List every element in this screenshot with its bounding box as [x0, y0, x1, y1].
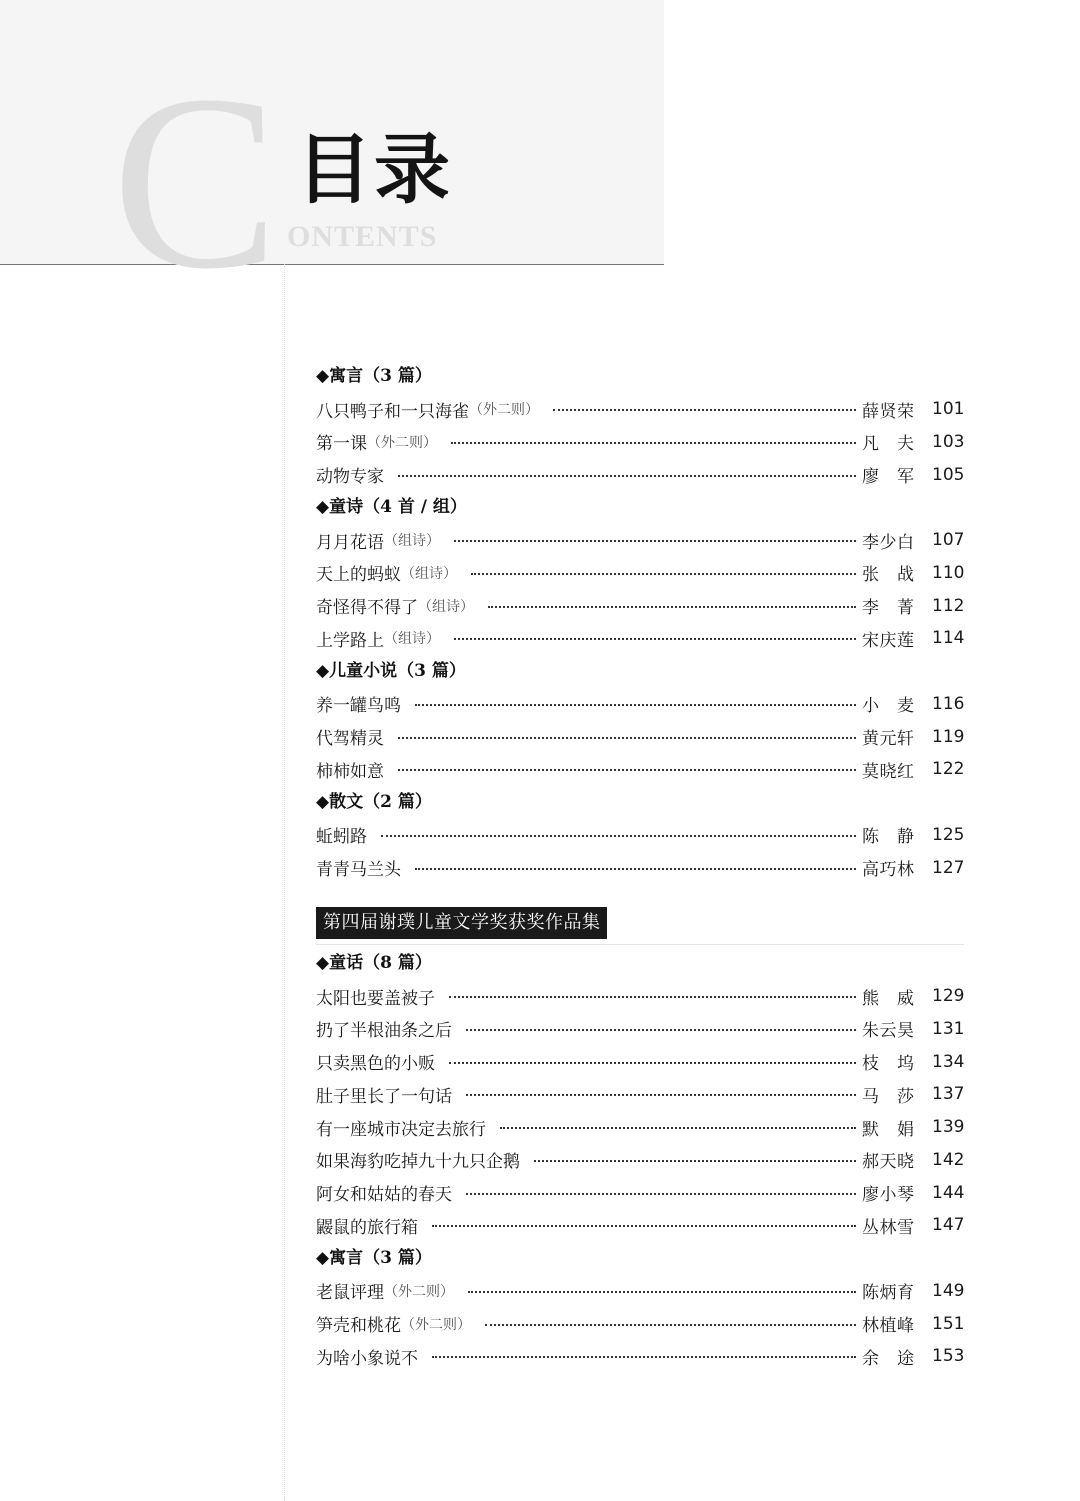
entry-page-number: 144: [932, 1182, 965, 1203]
entry-author: 廖军: [862, 467, 914, 488]
entry-page-number: 110: [932, 562, 965, 583]
toc-part-2: [316, 947, 964, 1373]
toc-entry[interactable]: [316, 720, 964, 753]
entry-author: 李少白: [862, 532, 914, 553]
toc-entry[interactable]: [316, 393, 964, 426]
section-heading: ◆童话（8 篇）: [316, 953, 432, 973]
dot-leader: [553, 409, 856, 411]
dot-leader: [415, 704, 856, 706]
entry-title: 奇怪得不得了: [316, 598, 418, 619]
entry-title: 阿女和姑姑的春天: [316, 1185, 452, 1206]
dot-leader: [471, 573, 856, 575]
entry-note: （组诗）: [418, 598, 474, 615]
dot-leader: [398, 737, 856, 739]
entry-note: （外二则）: [401, 1316, 471, 1333]
toc-entry[interactable]: [316, 557, 964, 590]
entry-page-number: 107: [932, 530, 965, 551]
dot-leader: [466, 1193, 856, 1195]
entry-author: 熊威: [862, 988, 914, 1009]
entry-page-number: 127: [932, 857, 965, 878]
vertical-divider: [284, 264, 285, 1501]
entry-page-number: 129: [932, 986, 965, 1007]
entry-title: 月月花语: [316, 532, 384, 553]
entry-title: 老鼠评理: [316, 1283, 384, 1304]
section-heading: ◆儿童小说（3 篇）: [316, 660, 466, 681]
banner-row: [316, 904, 964, 945]
dot-leader: [488, 606, 856, 608]
dot-leader: [449, 996, 856, 998]
entry-title: 鼹鼠的旅行箱: [316, 1217, 418, 1238]
dot-leader: [398, 769, 856, 771]
entry-title: 动物专家: [316, 467, 384, 488]
toc-entry[interactable]: [316, 1209, 964, 1242]
page-title: 目录: [296, 125, 452, 214]
entry-page-number: 105: [932, 464, 965, 485]
entry-author: 枝坞: [862, 1054, 914, 1075]
toc-part-1: [316, 360, 964, 884]
entry-author: 陈炳育: [862, 1283, 914, 1304]
entry-author: 张战: [862, 565, 914, 586]
entry-note: （组诗）: [384, 533, 440, 550]
table-of-contents: [316, 360, 964, 1373]
dot-leader: [466, 1094, 856, 1096]
toc-entry[interactable]: [316, 458, 964, 491]
entry-author: 廖小琴: [862, 1185, 914, 1206]
entry-author: 余途: [862, 1348, 914, 1369]
entry-page-number: 116: [932, 693, 965, 714]
dot-leader: [468, 1291, 856, 1293]
entry-title: 有一座城市决定去旅行: [316, 1119, 486, 1140]
toc-entry[interactable]: [316, 1144, 964, 1177]
section-heading: ◆寓言（3 篇）: [316, 1247, 432, 1268]
entry-title: 如果海豹吃掉九十九只企鹅: [316, 1152, 520, 1173]
entry-title: 只卖黑色的小贩: [316, 1054, 435, 1075]
dot-leader: [454, 540, 856, 542]
section-heading: ◆寓言（3 篇）: [316, 366, 432, 386]
entry-page-number: 134: [932, 1051, 965, 1072]
entry-title: 天上的蚂蚁: [316, 565, 401, 586]
toc-entry[interactable]: [316, 1176, 964, 1209]
entry-page-number: 114: [932, 628, 965, 649]
entry-note: （外二则）: [384, 1283, 454, 1300]
entry-page-number: 119: [932, 726, 965, 747]
entry-author: 小麦: [862, 696, 914, 717]
entry-title: 养一罐鸟鸣: [316, 696, 401, 717]
entry-title: 柿柿如意: [316, 761, 384, 782]
dot-leader: [454, 638, 856, 640]
entry-page-number: 103: [932, 431, 965, 452]
toc-entry[interactable]: [316, 1275, 964, 1308]
contents-english-word: ONTENTS: [287, 220, 438, 253]
entry-author: 宋庆莲: [862, 630, 914, 651]
toc-entry[interactable]: [316, 851, 964, 884]
award-collection-banner: 第四届谢璞儿童文学奖获奖作品集: [316, 907, 607, 939]
dot-leader: [451, 442, 856, 444]
entry-author: 陈静: [862, 827, 914, 848]
toc-entry[interactable]: [316, 1340, 964, 1373]
dot-leader: [432, 1356, 856, 1358]
entry-page-number: 122: [932, 759, 965, 780]
entry-page-number: 125: [932, 824, 965, 845]
toc-entry[interactable]: [316, 1013, 964, 1046]
entry-author: 林植峰: [862, 1316, 914, 1337]
section-heading: ◆童诗（4 首 / 组）: [316, 497, 467, 517]
entry-page-number: 137: [932, 1084, 965, 1105]
section-heading: ◆散文（2 篇）: [316, 791, 432, 812]
dot-leader: [534, 1160, 856, 1162]
toc-entry[interactable]: [316, 1045, 964, 1078]
dot-leader: [381, 835, 856, 837]
entry-title: 上学路上: [316, 630, 384, 651]
dot-leader: [449, 1062, 856, 1064]
entry-author: 莫晓红: [862, 761, 914, 782]
toc-entry[interactable]: [316, 622, 964, 655]
dot-leader: [415, 868, 856, 870]
entry-author: 李菁: [862, 598, 914, 619]
entry-title: 青青马兰头: [316, 860, 401, 881]
toc-entry[interactable]: [316, 688, 964, 721]
entry-title: 为啥小象说不: [316, 1348, 418, 1369]
entry-note: （组诗）: [384, 631, 440, 648]
toc-entry[interactable]: [316, 753, 964, 786]
dot-leader: [398, 475, 856, 477]
entry-title: 代驾精灵: [316, 729, 384, 750]
entry-author: 默娟: [862, 1119, 914, 1140]
toc-entry[interactable]: [316, 524, 964, 557]
toc-entry[interactable]: [316, 980, 964, 1013]
entry-title: 笋壳和桃花: [316, 1316, 401, 1337]
dot-leader: [500, 1127, 856, 1129]
entry-page-number: 139: [932, 1117, 965, 1138]
toc-entry[interactable]: [316, 819, 964, 852]
entry-title: 八只鸭子和一只海雀: [316, 401, 469, 422]
entry-page-number: 151: [932, 1313, 965, 1334]
entry-note: （组诗）: [401, 565, 457, 582]
entry-page-number: 131: [932, 1018, 965, 1039]
toc-entry[interactable]: [316, 1111, 964, 1144]
entry-author: 丛林雪: [862, 1217, 914, 1238]
entry-title: 蚯蚓路: [316, 827, 367, 848]
entry-page-number: 149: [932, 1280, 965, 1301]
entry-author: 凡夫: [862, 434, 914, 455]
dot-leader: [485, 1324, 856, 1326]
entry-author: 马莎: [862, 1086, 914, 1107]
entry-note: （外二则）: [367, 434, 437, 451]
toc-entry[interactable]: [316, 589, 964, 622]
entry-page-number: 112: [932, 595, 965, 616]
entry-author: 高巧林: [862, 860, 914, 881]
entry-page-number: 142: [932, 1149, 965, 1170]
dot-leader: [466, 1029, 856, 1031]
entry-author: 朱云昊: [862, 1021, 914, 1042]
entry-author: 黄元轩: [862, 729, 914, 750]
toc-entry[interactable]: [316, 1307, 964, 1340]
contents-initial-letter: C: [112, 44, 279, 321]
entry-title: 扔了半根油条之后: [316, 1021, 452, 1042]
entry-page-number: 101: [932, 399, 965, 420]
entry-note: （外二则）: [469, 402, 539, 419]
entry-title: 肚子里长了一句话: [316, 1086, 452, 1107]
entry-author: 郝天晓: [862, 1152, 914, 1173]
toc-entry[interactable]: [316, 1078, 964, 1111]
entry-page-number: 147: [932, 1215, 965, 1236]
entry-author: 薛贤荣: [862, 401, 914, 422]
entry-title: 第一课: [316, 434, 367, 455]
entry-page-number: 153: [932, 1346, 965, 1367]
dot-leader: [432, 1225, 856, 1227]
toc-entry[interactable]: [316, 426, 964, 459]
entry-title: 太阳也要盖被子: [316, 988, 435, 1009]
